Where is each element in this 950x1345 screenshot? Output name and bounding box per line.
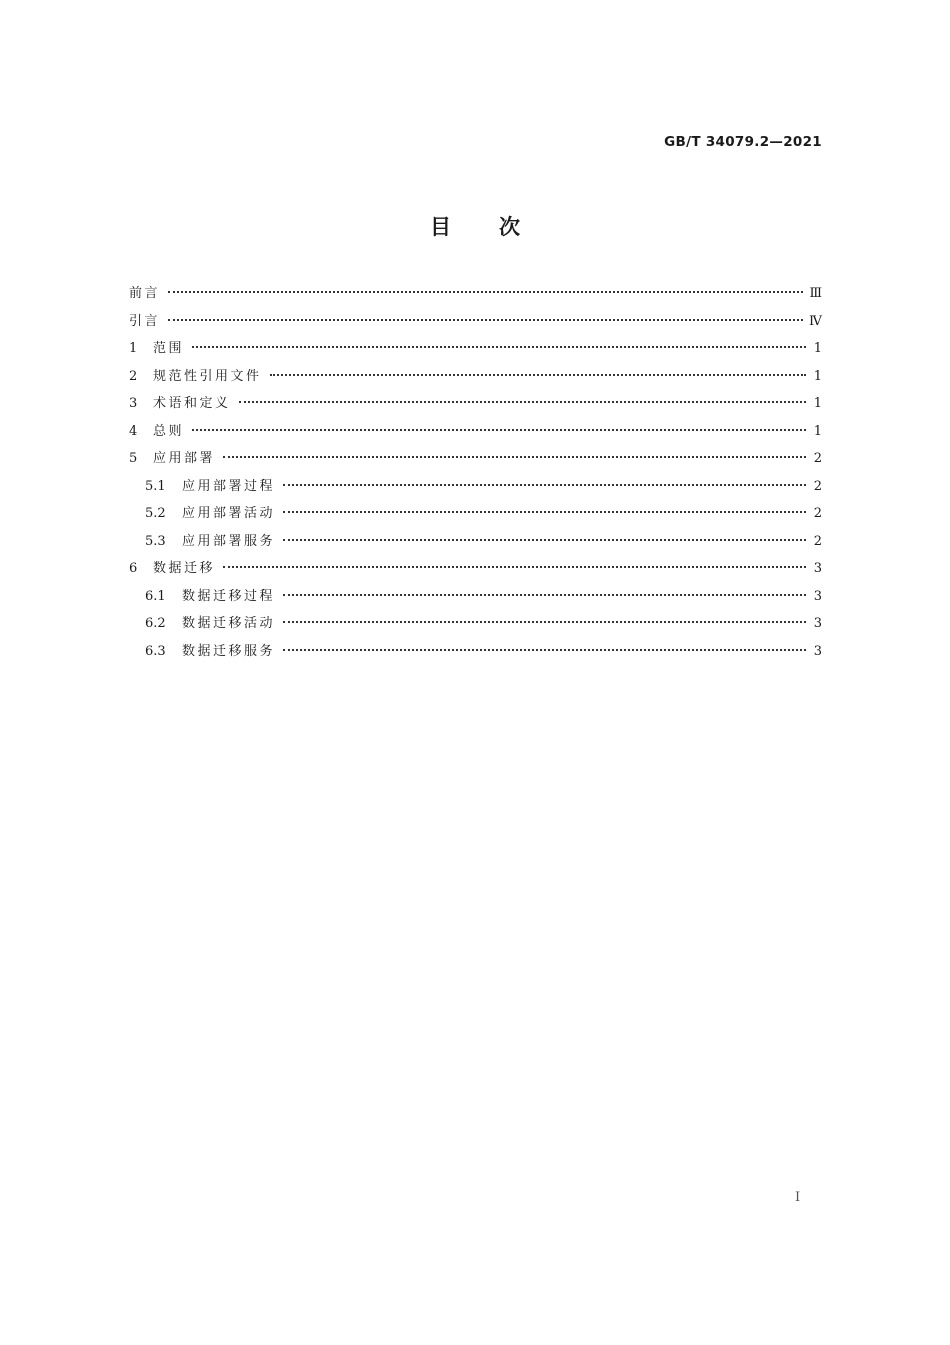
toc-label: 引言 <box>129 313 161 329</box>
toc-entry-introduction[interactable] <box>129 312 822 340</box>
toc-page-number: 1 <box>813 423 822 439</box>
toc-entry-deployment-activities[interactable] <box>129 504 822 532</box>
toc-leader <box>270 374 806 376</box>
toc-entry-application-deployment[interactable] <box>129 449 822 477</box>
toc-section-number: 6.1 <box>145 588 166 604</box>
toc-page-number: 3 <box>813 616 822 631</box>
toc-entry-data-migration[interactable] <box>129 559 822 587</box>
toc-leader <box>168 291 803 293</box>
toc-entry-normative-references[interactable] <box>129 367 822 395</box>
toc-entry-general[interactable] <box>129 422 822 450</box>
toc-page-number: Ⅳ <box>809 313 822 329</box>
toc-page-number: 2 <box>813 533 822 549</box>
toc-leader <box>283 621 806 623</box>
toc-section-number: 3 <box>129 396 138 411</box>
toc-section-number: 5 <box>129 451 138 466</box>
standard-number: GB/T 34079.2—2021 <box>664 134 822 150</box>
toc-entry-deployment-process[interactable] <box>129 477 822 505</box>
toc-label: 应用部署 <box>153 451 216 466</box>
toc-label: 数据迁移活动 <box>182 616 276 631</box>
table-of-contents <box>129 284 822 669</box>
toc-entry-foreword[interactable] <box>129 284 822 312</box>
toc-leader <box>192 346 806 348</box>
toc-page-number: 1 <box>813 396 822 411</box>
toc-leader <box>223 566 806 568</box>
toc-label: 术语和定义 <box>153 396 231 411</box>
toc-leader <box>168 319 803 321</box>
toc-page-number: 2 <box>813 506 822 521</box>
toc-page-number: 2 <box>813 478 822 494</box>
toc-page-number: 3 <box>813 588 822 604</box>
toc-label: 范围 <box>153 341 185 356</box>
toc-label: 规范性引用文件 <box>153 368 262 384</box>
toc-page-number: 1 <box>813 341 822 356</box>
toc-leader <box>283 511 806 513</box>
toc-leader <box>283 649 806 651</box>
toc-leader <box>239 401 806 403</box>
toc-section-number: 5.2 <box>145 506 166 521</box>
toc-section-number: 5.1 <box>145 478 166 494</box>
toc-page-number: 3 <box>813 643 822 659</box>
toc-section-number: 6 <box>129 561 138 576</box>
page-title: 目次 <box>430 215 568 239</box>
toc-section-number: 6.2 <box>145 616 166 631</box>
toc-label: 应用部署过程 <box>182 478 276 494</box>
toc-leader <box>283 484 806 486</box>
toc-page-number: Ⅲ <box>809 286 822 301</box>
toc-label: 总则 <box>153 423 185 439</box>
toc-entry-terms[interactable] <box>129 394 822 422</box>
toc-section-number: 6.3 <box>145 643 166 659</box>
toc-entry-scope[interactable] <box>129 339 822 367</box>
toc-page-number: 1 <box>813 368 822 384</box>
toc-label: 应用部署服务 <box>182 533 276 549</box>
toc-entry-migration-activities[interactable] <box>129 614 822 642</box>
toc-section-number: 4 <box>129 423 138 439</box>
toc-page-number: 2 <box>813 451 822 466</box>
page-number: I <box>795 1190 801 1205</box>
toc-label: 前言 <box>129 286 161 301</box>
toc-entry-migration-services[interactable] <box>129 642 822 670</box>
toc-label: 数据迁移服务 <box>182 643 276 659</box>
toc-leader <box>283 594 806 596</box>
toc-entry-deployment-services[interactable] <box>129 532 822 560</box>
toc-label: 数据迁移过程 <box>182 588 276 604</box>
toc-page-number: 3 <box>813 561 822 576</box>
toc-leader <box>223 456 806 458</box>
toc-label: 数据迁移 <box>153 561 216 576</box>
toc-label: 应用部署活动 <box>182 506 276 521</box>
toc-entry-migration-process[interactable] <box>129 587 822 615</box>
toc-section-number: 2 <box>129 368 138 384</box>
toc-leader <box>283 539 806 541</box>
toc-leader <box>192 429 806 431</box>
toc-section-number: 1 <box>129 341 138 356</box>
toc-section-number: 5.3 <box>145 533 166 549</box>
